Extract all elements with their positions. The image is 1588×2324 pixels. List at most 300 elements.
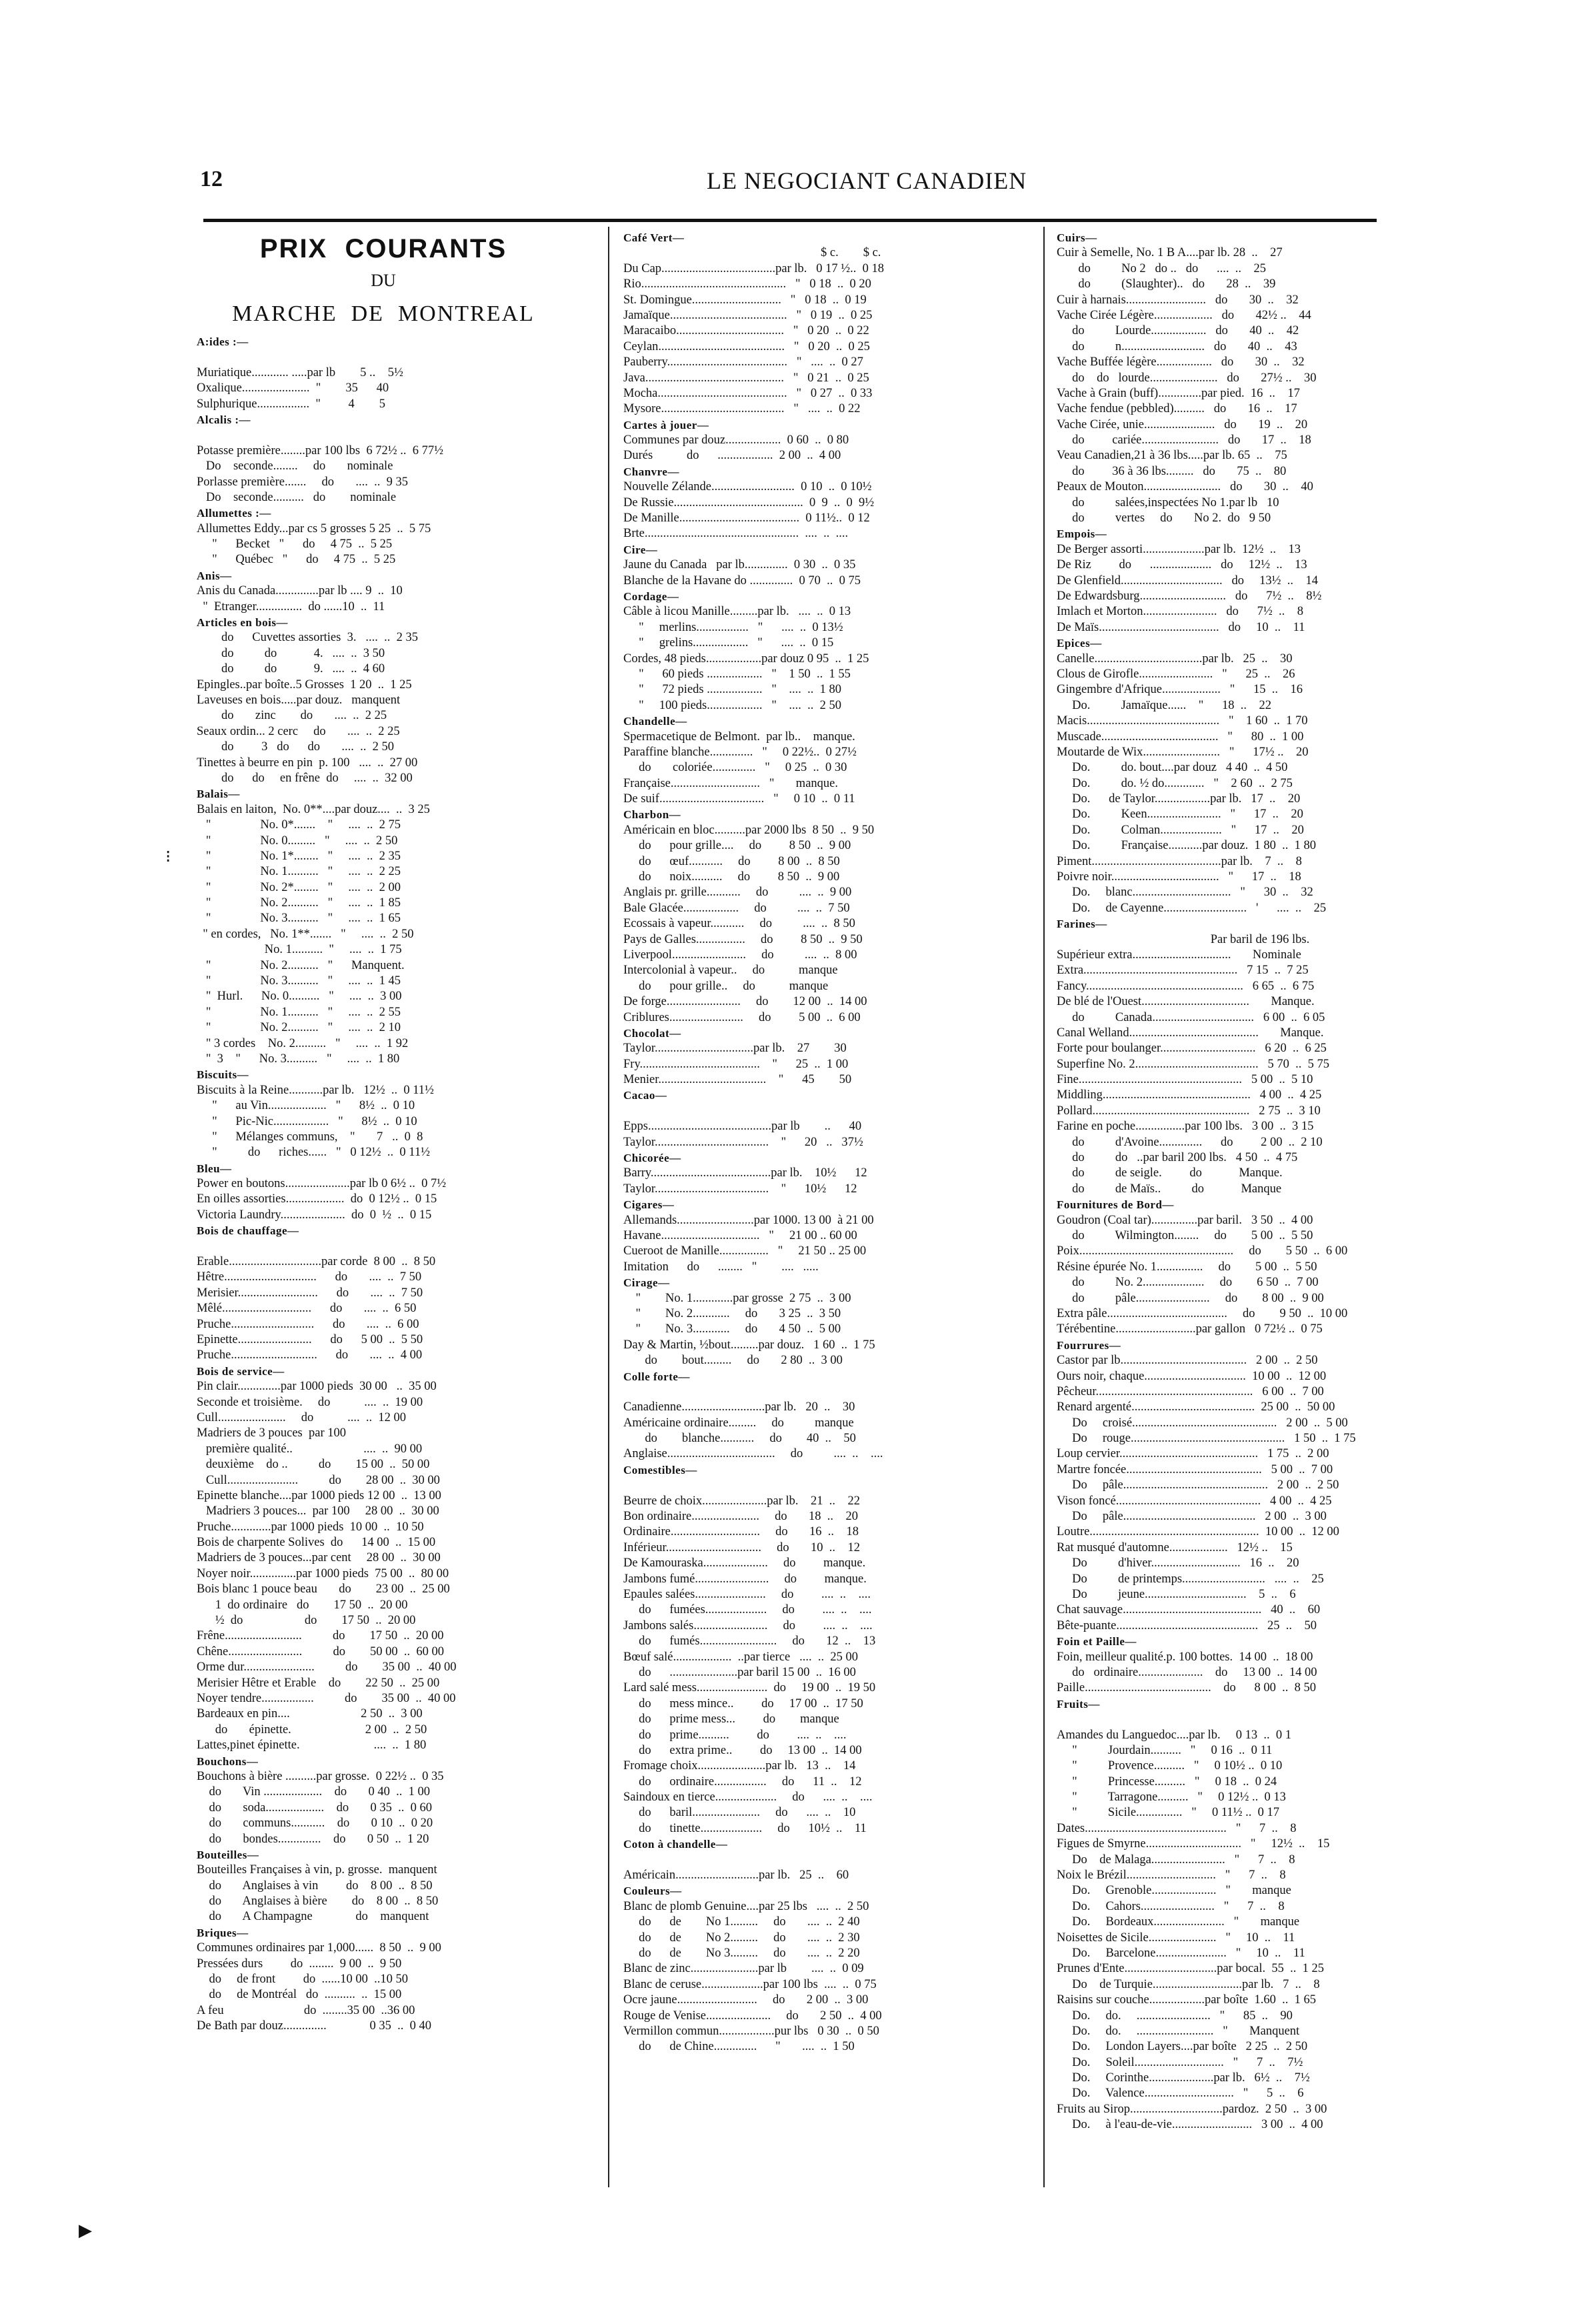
price-line: Pruche.............par 1000 pieds 10 00 .. 10 50 [197, 1520, 424, 1534]
price-line: " merlins................. " .... .. 0 13½ [623, 620, 843, 634]
price-line: Pays de Galles................ do 8 50 .. 9 50 [623, 932, 863, 946]
price-line: Dates.............................................. " 7 .. 8 [1057, 1821, 1297, 1835]
price-line: Madriers de 3 pouces...par cent 28 00 .. 30 00 [197, 1551, 441, 1565]
price-line: Jaune du Canada par lb.............. 0 30 .. 0 35 [623, 558, 856, 572]
price-line: Durés do .................. 2 00 .. 4 00 [623, 449, 841, 463]
price-line: " 3 " No. 3.......... " .... .. 1 80 [197, 1052, 400, 1066]
price-line: Cordes, 48 pieds..................par douz 0 95 .. 1 25 [623, 652, 869, 666]
price-line: Muscade...................................... " 80 .. 1 00 [1057, 730, 1304, 744]
section-heading: Biscuits— [197, 1068, 249, 1082]
price-line: do pour grille.. do manque [623, 979, 829, 993]
price-line: Fry....................................... " 25 .. 1 00 [623, 1057, 849, 1071]
price-line: Maracaibo................................... " 0 20 .. 0 22 [623, 324, 869, 338]
price-line: do noix.......... do 8 50 .. 9 00 [623, 870, 840, 884]
price-line: Renard argenté........................................ 25 00 .. 50 00 [1057, 1400, 1335, 1414]
price-line: De Russie.......................................... 0 9 .. 0 9½ [623, 495, 875, 509]
price-line: Do. do. ........................ " 85 .. 90 [1057, 2009, 1293, 2023]
price-line: Do. London Layers....par boîte 2 25 .. 2 50 [1057, 2040, 1308, 2054]
price-line: Do jeune................................. 5 .. 6 [1057, 1587, 1296, 1601]
price-line: Castor par lb......................................... 2 00 .. 2 50 [1057, 1354, 1318, 1368]
price-line: Barry.......................................par lb. 10½ 12 [623, 1166, 867, 1180]
price-line: do ordinaire................. do 11 .. 12 [623, 1775, 862, 1789]
section-heading: Cire— [623, 543, 658, 556]
section-heading: Bleu— [197, 1162, 232, 1175]
price-line: Résine épurée No. 1............... do 5 00 .. 5 50 [1057, 1260, 1317, 1274]
price-line: do prime.......... do .... .. .... [623, 1728, 847, 1742]
price-line: do ordinaire..................... do 13 00 .. 14 00 [1057, 1665, 1317, 1679]
price-line: Nouvelle Zélande........................... 0 10 .. 0 10½ [623, 480, 872, 494]
price-line: De Edwardsburg............................ do 7½ .. 8½ [1057, 589, 1322, 603]
section-heading: Foin et Paille— [1057, 1635, 1137, 1648]
price-line: Fruits au Sirop..............................pardoz. 2 50 .. 3 00 [1057, 2102, 1327, 2116]
price-line: Do de Turquie.............................par lb. 7 .. 8 [1057, 1977, 1320, 1991]
section-heading: Cuirs— [1057, 231, 1097, 244]
price-line: Par baril de 196 lbs. [1210, 932, 1310, 946]
section-heading: Cartes à jouer— [623, 418, 709, 431]
price-line: Cull....................... do 28 00 .. 30 00 [197, 1473, 440, 1487]
price-line: do Vin ................... do 0 40 .. 1 00 [197, 1785, 431, 1799]
price-line: do baril...................... do .... .. 10 [623, 1806, 856, 1820]
column-3 [1057, 230, 1463, 2133]
price-line [1057, 1712, 1463, 1727]
price-line: Merisier.......................... do .... .. 7 50 [197, 1286, 423, 1300]
price-line: Mocha.......................................... " 0 27 .. 0 33 [623, 386, 873, 400]
price-line: Menier................................... " 45 50 [623, 1073, 852, 1087]
price-line: Loup cervier............................................. 1 75 .. 2 00 [1057, 1447, 1329, 1461]
price-line: De Kamouraska..................... do manque. [623, 1556, 866, 1570]
price-line: Vermillon commun..................pur lbs 0 30 .. 0 50 [623, 2024, 879, 2038]
price-line: do fumés......................... do 12 .. 13 [623, 1634, 876, 1648]
price-line: Frêne......................... do 17 50 .. 20 00 [197, 1629, 444, 1643]
price-line: Liverpool........................ do .... .. 8 00 [623, 948, 857, 962]
price-line: do zinc do .... .. 2 25 [197, 709, 387, 723]
price-line: Epaules salées....................... do .... .. .... [623, 1587, 871, 1601]
section-heading: Fournitures de Bord— [1057, 1198, 1174, 1212]
price-line [623, 1104, 1027, 1119]
price-line: Poix.................................................. do 5 50 .. 6 00 [1057, 1244, 1348, 1258]
price-line: Vache fendue (pebbled).......... do 16 .. 17 [1057, 402, 1297, 416]
masthead-title: DU [371, 271, 396, 290]
price-line: do bout......... do 2 80 .. 3 00 [623, 1354, 843, 1368]
price-line: Beurre de choix.....................par lb. 21 .. 22 [623, 1494, 861, 1508]
price-line: Anglaise................................... do .... .. .... [623, 1447, 883, 1461]
price-line: Lattes,pinet épinette. .... .. 1 80 [197, 1738, 427, 1753]
price-line: Do seconde........ do nominale [197, 459, 393, 473]
price-line: De Manille....................................... 0 11½.. 0 12 [623, 511, 870, 525]
price-line: " Pic-Nic.................. " 8½ .. 0 10 [197, 1114, 417, 1128]
price-line: " No. 0......... " .... .. 2 50 [197, 834, 398, 848]
price-line [623, 1853, 1027, 1868]
price-line: Ordinaire............................. do 16 .. 18 [623, 1525, 859, 1539]
section-heading: Coton à chandelle— [623, 1838, 728, 1851]
price-line: Do pâle........................................... 2 00 .. 3 00 [1057, 1510, 1327, 1524]
price-line: Figues de Smyrne............................... " 12½ .. 15 [1057, 1837, 1330, 1851]
price-line: " No. 3.......... " .... .. 1 65 [197, 912, 401, 926]
price-line: Cull...................... do .... .. 12 00 [197, 1410, 406, 1424]
price-line: Lard salé mess....................... do 19 00 .. 19 50 [623, 1681, 876, 1695]
price-line: do Lourde.................. do 40 .. 42 [1057, 324, 1299, 338]
section-heading: Allumettes :— [197, 507, 271, 520]
price-line: Canal Welland.......................................... Manque. [1057, 1026, 1324, 1040]
price-line: Pêcheur................................................... 6 00 .. 7 00 [1057, 1384, 1324, 1398]
price-line: do soda................... do 0 35 .. 0 60 [197, 1801, 433, 1815]
price-line: Bois de charpente Solives do 14 00 .. 15 00 [197, 1536, 436, 1550]
price-line: do blanche........... do 40 .. 50 [623, 1432, 856, 1446]
price-line: Goudron (Coal tar)...............par baril. 3 50 .. 4 00 [1057, 1213, 1313, 1227]
page-header [200, 167, 1373, 207]
price-line: Américain...........................par lb. 25 .. 60 [623, 1869, 849, 1883]
price-line: Cuir à harnais.......................... do 30 .. 32 [1057, 293, 1299, 307]
price-line: Allemands.........................par 1000. 13 00 à 21 00 [623, 1213, 874, 1227]
price-line: Allumettes Eddy...par cs 5 grosses 5 25 .. 5 75 [197, 521, 431, 535]
price-line: do A Champagne do manquent [197, 1910, 429, 1924]
price-line: Vache Buffée légère.................. do 30 .. 32 [1057, 355, 1305, 369]
price-line: Ecossais à vapeur........... do .... .. 8 50 [623, 917, 855, 931]
price-line: do de Maïs.. do Manque [1057, 1182, 1282, 1196]
price-line: " No. 1.......... " .... .. 2 25 [197, 865, 401, 879]
price-line: " No. 2.......... " Manquent. [197, 958, 405, 972]
section-heading: Chanvre— [623, 465, 679, 478]
price-line: Do croisé............................................... 2 00 .. 5 00 [1057, 1416, 1348, 1430]
price-line: Do. Barcelone....................... " 10 .. 11 [1057, 1946, 1305, 1960]
price-line: Do pâle............................................... 2 00 .. 2 50 [1057, 1478, 1339, 1492]
price-line: Loutre....................................................... 10 00 .. 12 00 [1057, 1525, 1339, 1539]
price-line: De Glenfield................................. do 13½ .. 14 [1057, 573, 1319, 588]
price-line: $ c. $ c. [623, 246, 881, 260]
price-line: Taylor..................................... " 10½ 12 [623, 1182, 857, 1196]
price-line: Fine..................................................... 5 00 .. 5 10 [1057, 1073, 1313, 1087]
price-line: Do. Keen........................ " 17 .. 20 [1057, 808, 1303, 822]
price-line: Rouge de Venise..................... do 2 50 .. 4 00 [623, 2009, 882, 2023]
price-line: Ocre jaune.......................... do 2 00 .. 3 00 [623, 1993, 869, 2007]
price-line: Amandes du Languedoc....par lb. 0 13 .. 0 1 [1057, 1728, 1291, 1742]
price-line: " en cordes, No. 1**....... " .... .. 2 50 [197, 927, 414, 941]
price-line: Hêtre.............................. do .... .. 7 50 [197, 1270, 422, 1284]
section-heading: Fruits— [1057, 1697, 1100, 1710]
price-line: Blanche de la Havane do .............. 0 70 .. 0 75 [623, 573, 861, 588]
price-line: Bœuf salé................... ..par tierce .... .. 25 00 [623, 1650, 858, 1664]
price-line: " No. 2............ do 3 25 .. 3 50 [623, 1306, 841, 1320]
price-line: do œuf........... do 8 00 .. 8 50 [623, 854, 840, 868]
column-1 [197, 230, 570, 2035]
price-line: Epinette blanche....par 1000 pieds 12 00 .. 13 00 [197, 1488, 441, 1502]
price-line: Middling................................................ 4 00 .. 4 25 [1057, 1088, 1322, 1102]
masthead-title: PRIX COURANTS [259, 234, 507, 263]
section-heading: Bouchons— [197, 1755, 259, 1768]
price-line: Orme dur....................... do 35 00 .. 40 00 [197, 1660, 457, 1674]
price-line: Vache à Grain (buff)..............par pied. 16 .. 17 [1057, 386, 1300, 400]
price-line: " Provence.......... " 0 10½ .. 0 10 [1057, 1759, 1283, 1773]
price-line: " Hurl. No. 0.......... " .... .. 3 00 [197, 990, 402, 1004]
price-line: Canadienne...........................par lb. 20 .. 30 [623, 1400, 855, 1414]
price-line: Laveuses en bois.....par douz. manquent [197, 693, 401, 707]
price-line: Intercolonial à vapeur.. do manque [623, 964, 838, 978]
section-heading: A:ides :— [197, 335, 249, 348]
price-line: do épinette. 2 00 .. 2 50 [197, 1722, 427, 1736]
price-line: Taylor................................par lb. 27 30 [623, 1042, 847, 1056]
price-line: Do. do. bout....par douz 4 40 .. 4 50 [1057, 761, 1288, 775]
price-line: do bondes.............. do 0 50 .. 1 20 [197, 1832, 429, 1846]
price-line: Havane................................ " 21 00 .. 60 00 [623, 1229, 857, 1242]
price-line: Jambons salés........................ do .... .. .... [623, 1618, 873, 1632]
price-line: " 3 cordes No. 2.......... " .... .. 1 92 [197, 1036, 409, 1050]
price-line: De Berger assorti....................par lb. 12½ .. 13 [1057, 542, 1301, 556]
price-line: Imitation do ........ " .... ..... [623, 1260, 819, 1274]
price-line: Do. Valence............................. " 5 .. 6 [1057, 2087, 1304, 2101]
price-line: Mysore........................................ " .... .. 0 22 [623, 402, 861, 416]
price-line: do tinette.................... do 10½ .. 11 [623, 1821, 867, 1835]
section-heading: Café Vert— [623, 231, 685, 244]
price-line: " No. 3.......... " .... .. 1 45 [197, 974, 401, 988]
price-line: Forte pour boulanger............................... 6 20 .. 6 25 [1057, 1042, 1327, 1056]
price-line: Seaux ordin... 2 cerc do .... .. 2 25 [197, 724, 400, 738]
price-line: Vison foncé............................................... 4 00 .. 4 25 [1057, 1494, 1332, 1508]
price-line: Fromage choix......................par lb. 13 .. 14 [623, 1759, 856, 1773]
price-line: deuxième do .. do 15 00 .. 50 00 [197, 1458, 430, 1472]
price-line: Fancy................................................... 6 65 .. 6 75 [1057, 979, 1315, 993]
price-line: " Jourdain.......... " 0 16 .. 0 11 [1057, 1743, 1273, 1757]
price-line: do d'Avoine.............. do 2 00 .. 2 10 [1057, 1135, 1323, 1149]
price-line: Do rouge.................................................. 1 50 .. 1 75 [1057, 1432, 1356, 1446]
price-line: Pauberry....................................... " .... .. 0 27 [623, 355, 863, 369]
price-line: Victoria Laundry..................... do 0 ½ .. 0 15 [197, 1208, 432, 1222]
price-line: Day & Martin, ½bout.........par douz. 1 60 .. 1 75 [623, 1338, 875, 1352]
price-line: do extra prime.. do 13 00 .. 14 00 [623, 1743, 862, 1757]
column-divider [608, 227, 609, 2187]
price-line: do mess mince.. do 17 00 .. 17 50 [623, 1696, 863, 1710]
price-line: Do. Colman.................... " 17 .. 20 [1057, 823, 1304, 837]
price-line: do de seigle. do Manque. [1057, 1166, 1283, 1180]
section-heading: Articles en bois— [197, 616, 288, 630]
masthead-title: MARCHE DE MONTREAL [232, 301, 535, 326]
price-line: Supérieur extra................................ Nominale [1057, 948, 1301, 962]
price-line: " 100 pieds.................. " .... .. 2 50 [623, 698, 842, 712]
section-heading: Bouteilles— [197, 1848, 259, 1861]
price-line: do coloriée.............. " 0 25 .. 0 30 [623, 761, 847, 775]
price-line: do pâle........................ do 8 00 .. 9 00 [1057, 1291, 1324, 1305]
price-line: Do. Grenoble..................... " manque [1057, 1884, 1291, 1898]
price-line: Bois blanc 1 pouce beau do 23 00 .. 25 00 [197, 1582, 450, 1596]
section-heading: Empois— [1057, 527, 1107, 541]
price-line: Communes par douz.................. 0 60 .. 0 80 [623, 433, 849, 447]
price-line: Rat musqué d'automne................... 12½ .. 15 [1057, 1540, 1293, 1554]
price-line: Foin, meilleur qualité.p. 100 bottes. 14 00 .. 18 00 [1057, 1650, 1313, 1664]
price-line: Do de Malaga........................ " 7 .. 8 [1057, 1853, 1295, 1867]
price-line: do ......................par baril 15 00 .. 16 00 [623, 1665, 856, 1679]
section-heading: Chandelle— [623, 715, 687, 728]
price-line: Blanc de plomb Genuine....par 25 lbs .... .. 2 50 [623, 1899, 869, 1913]
price-line: Noyer tendre................. do 35 00 .. 40 00 [197, 1691, 456, 1705]
price-line: 1 do ordinaire do 17 50 .. 20 00 [197, 1598, 408, 1612]
section-heading: Alcalis :— [197, 413, 251, 426]
price-line: Noyer noir...............par 1000 pieds 75 00 .. 80 00 [197, 1566, 449, 1580]
price-line: do pour grille.... do 8 50 .. 9 00 [623, 839, 851, 853]
section-heading: Cordage— [623, 590, 679, 603]
price-line: Ours noir, chaque................................. 10 00 .. 12 00 [1057, 1369, 1327, 1383]
price-line: Sulphurique................. " 4 5 [197, 397, 385, 411]
section-heading: Epices— [1057, 637, 1102, 650]
price-line: " 72 pieds .................. " .... .. 1 80 [623, 683, 842, 697]
price-line: Saindoux en tierce.................... do .... .. .... [623, 1791, 873, 1805]
section-heading: Bois de service— [197, 1364, 285, 1378]
price-line: " Princesse.......... " 0 18 .. 0 24 [1057, 1775, 1277, 1789]
header-rule [203, 219, 1377, 222]
price-line: do de No 1......... do .... .. 2 40 [623, 1915, 860, 1929]
price-line: Power en boutons.....................par lb 0 6½ .. 0 7½ [197, 1177, 447, 1191]
price-line: première qualité.. .... .. 90 00 [197, 1442, 423, 1456]
price-line: En oilles assorties................... do 0 12½ .. 0 15 [197, 1192, 437, 1206]
price-line: Américaine ordinaire......... do manque [623, 1416, 854, 1430]
section-heading: Couleurs— [623, 1885, 682, 1898]
price-line: " No. 2.......... " .... .. 1 85 [197, 896, 401, 910]
price-line: Seconde et troisième. do .... .. 19 00 [197, 1395, 423, 1409]
price-line: do de Montréal do .......... .. 15 00 [197, 1988, 402, 2002]
price-line: do communs........... do 0 10 .. 0 20 [197, 1817, 433, 1831]
price-line: Do. do. ......................... " Manquent [1057, 2024, 1300, 2038]
price-line: Vache Cirée, unie....................... do 19 .. 20 [1057, 417, 1308, 431]
page-number: 12 [200, 167, 223, 191]
price-line: Pressées durs do ........ 9 00 .. 9 50 [197, 1957, 402, 1971]
price-line: Bale Glacée.................. do .... .. 7 50 [623, 901, 850, 915]
price-line: Noisettes de Sicile...................... " 10 .. 11 [1057, 1931, 1295, 1945]
section-heading: Fourrures— [1057, 1338, 1121, 1352]
section-heading: Cirage— [623, 1276, 670, 1290]
section-heading: Farines— [1057, 918, 1107, 931]
price-line: Do. Bordeaux....................... " manque [1057, 1915, 1300, 1929]
section-heading: Bois de chauffage— [197, 1224, 299, 1238]
price-line: Java............................................. " 0 21 .. 0 25 [623, 371, 869, 385]
price-line: " grelins.................. " .... .. 0 15 [623, 636, 834, 650]
price-line: do n........................... do 40 .. 43 [1057, 339, 1297, 353]
price-line: Do. de Cayenne........................... ' .... .. 25 [1057, 901, 1327, 915]
section-heading: Colle forte— [623, 1370, 690, 1383]
price-line: Pollard................................................... 2 75 .. 3 10 [1057, 1104, 1321, 1118]
price-line: Bête-puante.............................................. 25 .. 50 [1057, 1618, 1317, 1632]
price-line: Moutarde de Wix......................... " 17½ .. 20 [1057, 745, 1309, 759]
price-line: Française............................. " manque. [623, 776, 838, 790]
price-line: " Tarragone.......... " 0 12½ .. 0 13 [1057, 1791, 1286, 1805]
price-line [623, 1384, 1027, 1400]
price-line: Pruche............................ do .... .. 4 00 [197, 1348, 423, 1362]
price-line: " No. 3............ do 4 50 .. 5 00 [623, 1322, 841, 1336]
price-line: do Cuvettes assorties 3. .... .. 2 35 [197, 631, 418, 645]
price-line: Bardeaux en pin.... 2 50 .. 3 00 [197, 1707, 423, 1721]
price-line: do de No 3......... do .... .. 2 20 [623, 1946, 860, 1960]
price-line: Madriers de 3 pouces par 100 [197, 1426, 346, 1440]
price-line: do (Slaughter).. do 28 .. 39 [1057, 277, 1276, 291]
price-line: Balais en laiton, No. 0**....par douz.... .. 3 25 [197, 802, 430, 816]
price-line: Do. de Taylor..................par lb. 17 .. 20 [1057, 792, 1301, 806]
price-line: " No. 2.......... " .... .. 2 10 [197, 1021, 401, 1035]
price-line: do Wilmington........ do 5 00 .. 5 50 [1057, 1229, 1313, 1242]
price-line: Gingembre d'Afrique................... " 15 .. 16 [1057, 683, 1303, 697]
price-line: Anis du Canada..............par lb .... 9 .. 10 [197, 584, 403, 598]
price-line [197, 1239, 570, 1254]
price-line: Veau Canadien,21 à 36 lbs.....par lb. 65 .. 75 [1057, 449, 1287, 463]
price-line: do 3 do do .... .. 2 50 [197, 740, 394, 754]
price-line: Térébentine..........................par gallon 0 72½ .. 0 75 [1057, 1322, 1323, 1336]
price-line [197, 349, 570, 365]
price-line: do Anglaises à bière do 8 00 .. 8 50 [197, 1895, 439, 1909]
margin-arrow: ▶ [79, 2221, 92, 2240]
section-heading: Cigares— [623, 1198, 675, 1212]
price-line: Criblures........................ do 5 00 .. 6 00 [623, 1010, 861, 1024]
margin-mark: ⁝ [165, 847, 171, 866]
price-line: Do. à l'eau-de-vie.......................... 3 00 .. 4 00 [1057, 2118, 1323, 2132]
price-line: " No. 1*........ " .... .. 2 35 [197, 849, 401, 863]
running-title: LE NEGOCIANT CANADIEN [707, 167, 1027, 194]
section-heading: Chicorée— [623, 1152, 681, 1165]
price-line: Merisier Hêtre et Erable do 22 50 .. 25 00 [197, 1676, 440, 1690]
price-line: Extra pâle....................................... do 9 50 .. 10 00 [1057, 1306, 1348, 1320]
price-line: De Maïs....................................... do 10 .. 11 [1057, 620, 1305, 634]
price-line: Do. Cahors........................ " 7 .. 8 [1057, 1899, 1285, 1913]
price-line: do 36 à 36 lbs......... do 75 .. 80 [1057, 464, 1287, 478]
price-line: Vache Cirée Légère................... do 42½ .. 44 [1057, 308, 1311, 322]
price-line: " Québec " do 4 75 .. 5 25 [197, 553, 396, 567]
price-line: do do ..par baril 200 lbs. 4 50 .. 4 75 [1057, 1151, 1298, 1165]
price-line: do de front do ......10 00 ..10 50 [197, 1973, 409, 1987]
price-line: Blanc de ceruse....................par 100 lbs .... .. 0 75 [623, 1977, 877, 1991]
price-line: Do. Jamaïque...... " 18 .. 22 [1057, 698, 1272, 712]
price-line: Prunes d'Ente..............................par bocal. 55 .. 1 25 [1057, 1962, 1325, 1976]
price-line: do Canada................................. 6 00 .. 6 05 [1057, 1010, 1325, 1024]
price-line: Imlach et Morton........................ do 7½ .. 8 [1057, 605, 1303, 619]
price-line: do No. 2.................... do 6 50 .. 7 00 [1057, 1276, 1319, 1290]
price-line: Tinettes à beurre en pin p. 100 .... .. 27 00 [197, 756, 418, 770]
price-line: " Sicile............... " 0 11½ .. 0 17 [1057, 1806, 1280, 1820]
price-line: Taylor..................................... " 20 .. 37½ [623, 1135, 863, 1149]
price-line: Clous de Girofle........................ " 25 .. 26 [1057, 667, 1295, 681]
price-line: Do. Soleil............................. " 7 .. 7½ [1057, 2055, 1303, 2069]
price-line: Rio............................................... " 0 18 .. 0 20 [623, 277, 871, 291]
price-line: Farine en poche................par 100 lbs. 3 00 .. 3 15 [1057, 1120, 1314, 1134]
price-line: " Mélanges communs, " 7 .. 0 8 [197, 1130, 423, 1144]
price-line: Do seconde.......... do nominale [197, 490, 397, 504]
price-line: Cuir à Semelle, No. 1 B A....par lb. 28 .. 27 [1057, 246, 1283, 260]
price-line: Epingles..par boîte..5 Grosses 1 20 .. 1 25 [197, 678, 412, 692]
price-line: Oxalique...................... " 35 40 [197, 381, 389, 395]
price-line: Brte.................................................. .... .. .... [623, 527, 849, 541]
price-line: Du Cap.....................................par lb. 0 17 ½.. 0 18 [623, 261, 885, 275]
price-line: Canelle...................................par lb. 25 .. 30 [1057, 652, 1293, 666]
price-line: Inférieur............................... do 10 .. 12 [623, 1540, 861, 1554]
price-line: Américain en bloc..........par 2000 lbs 8 50 .. 9 50 [623, 823, 875, 837]
price-line: Poivre noir................................... " 17 .. 18 [1057, 870, 1301, 884]
price-line: Porlasse première....... do .... .. 9 35 [197, 475, 409, 489]
price-line: De blé de l'Ouest................................... Manque. [1057, 995, 1315, 1009]
price-line: Cueroot de Manille................ " 21 50 .. 25 00 [623, 1244, 867, 1258]
price-line: Paille......................................... do 8 00 .. 8 50 [1057, 1681, 1317, 1695]
price-line: do fumées.................... do .... .. .... [623, 1603, 872, 1617]
section-heading: Chocolat— [623, 1026, 681, 1040]
price-line: " Becket " do 4 75 .. 5 25 [197, 537, 393, 551]
section-heading: Anis— [197, 569, 232, 582]
price-line: No. 1.......... " .... .. 1 75 [197, 943, 402, 957]
price-line: Anglais pr. grille........... do .... .. 9 00 [623, 886, 852, 900]
price-line: De Bath par douz.............. 0 35 .. 0 40 [197, 2019, 431, 2033]
price-line: Muriatique............ .....par lb 5 .. 5½ [197, 365, 403, 379]
price-line: Macis........................................... " 1 60 .. 1 70 [1057, 714, 1308, 728]
price-line: Do d'hiver............................. 16 .. 20 [1057, 1556, 1299, 1570]
price-line: Ceylan......................................... " 0 20 .. 0 25 [623, 339, 870, 353]
price-line: do cariée......................... do 17 .. 18 [1057, 433, 1311, 447]
price-line: De Riz do .................... do 12½ .. 13 [1057, 558, 1307, 572]
price-line: Bouchons à bière ..........par grosse. 0 22½ .. 0 35 [197, 1769, 444, 1783]
price-line: Bon ordinaire...................... do 18 .. 20 [623, 1510, 858, 1524]
price-line: do vertes do No 2. do 9 50 [1057, 511, 1271, 525]
price-line: Do. Corinthe.....................par lb. 6½ .. 7½ [1057, 2071, 1310, 2085]
